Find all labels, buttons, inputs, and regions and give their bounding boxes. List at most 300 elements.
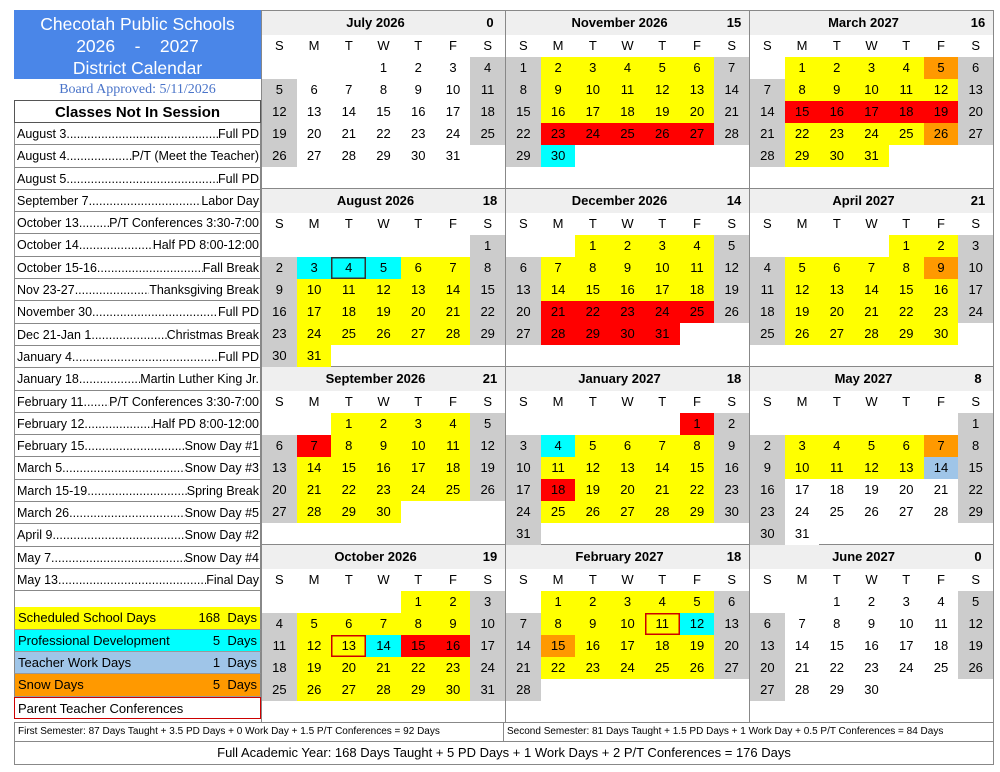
day-cell: 2 [436,591,471,613]
event-name: October 15-16 [17,260,97,275]
event-leader [51,547,185,568]
weekday-label: T [344,394,353,409]
weekday-label: M [796,216,808,231]
legend-label: Teacher Work Days [18,655,132,671]
month-calendar [750,545,993,723]
event-row [15,234,260,256]
day-cell: 24 [401,479,436,501]
event-detail: Full PD [218,171,259,186]
weekday-label: W [377,38,390,53]
day-cell: 25 [541,501,576,523]
month-title: December 2026 [571,193,668,208]
month-calendar [506,367,750,545]
event-row [15,368,260,390]
weekday-label: M [796,394,808,409]
weekday-label: S [763,572,772,587]
weekday-label: S [483,216,492,231]
day-cell: 30 [854,679,889,701]
event-detail: Full PD [218,127,259,141]
weekday-header [750,391,993,413]
empty-cell [575,413,610,435]
day-cell: 26 [645,123,680,145]
day-cell: 11 [541,457,576,479]
day-cell: 24 [610,657,645,679]
day-cell: 26 [297,679,332,701]
day-cell: 1 [958,413,993,435]
weekday-label: T [414,216,423,231]
day-cell: 20 [958,101,993,123]
day-cell: 18 [750,301,785,323]
day-cell: 1 [680,413,715,435]
month-calendar [750,367,993,545]
day-cell: 20 [819,301,854,323]
day-cell: 11 [331,279,366,301]
day-cell: 3 [610,591,645,613]
week-row [262,479,505,501]
day-cell: 18 [680,279,715,301]
day-cell: 9 [575,613,610,635]
empty-cell [575,145,610,167]
empty-cell [331,591,366,613]
day-cell: 21 [436,301,471,323]
weekday-label: F [448,38,457,53]
day-cell: 17 [297,301,332,323]
day-cell: 17 [610,635,645,657]
event-name: March 26 [17,506,70,521]
empty-cell [610,413,645,435]
day-cell: 29 [470,323,505,345]
day-cell: 29 [506,145,541,167]
month-header [750,11,993,35]
day-cell: 8 [401,613,436,635]
weekday-label: M [796,38,808,53]
event-name: August 4 [17,149,67,164]
day-cell: 24 [645,301,680,323]
day-cell: 2 [924,235,959,257]
weekday-label: T [832,572,841,587]
day-cell: 18 [331,301,366,323]
day-cell: 1 [541,591,576,613]
event-detail: P/T (Meet the Teacher) [131,149,259,164]
day-cell: 12 [262,101,297,123]
day-cell: 8 [785,79,820,101]
empty-cell [506,235,541,257]
empty-cell [889,145,924,167]
day-cell: 14 [436,279,471,301]
event-leader [66,168,218,189]
day-cell: 20 [750,657,785,679]
day-cell: 19 [958,635,993,657]
event-name: January 18 [17,372,79,387]
day-cell: 6 [750,613,785,635]
week-row [262,257,505,279]
weekday-header [750,213,993,235]
empty-cell [331,57,366,79]
empty-cell [436,501,471,523]
day-cell: 10 [297,279,332,301]
weekday-label: F [692,572,701,587]
weekday-label: S [275,572,284,587]
day-cell: 14 [541,279,576,301]
day-cell: 28 [331,145,366,167]
day-cell: 30 [924,323,959,345]
empty-cell [541,679,576,701]
week-row [750,279,993,301]
day-cell: 8 [889,257,924,279]
month-calendar [262,11,506,189]
week-row [262,679,505,701]
weekday-label: M [552,38,564,53]
legend-item [14,607,261,629]
month-header [750,367,993,391]
day-cell: 2 [575,591,610,613]
weekday-label: S [727,216,736,231]
day-cell: 24 [785,501,820,523]
day-cell: 6 [331,613,366,635]
empty-cell [750,413,785,435]
empty-cell [610,679,645,701]
day-cell: 19 [470,457,505,479]
day-cell: 9 [366,435,401,457]
month-day-count: 0 [974,549,982,564]
day-cell: 2 [541,57,576,79]
empty-cell [436,235,471,257]
day-cell: 31 [436,145,471,167]
day-cell: 21 [714,101,749,123]
day-cell: 3 [958,235,993,257]
weekday-header [506,569,749,591]
week-row [262,301,505,323]
day-cell: 13 [750,635,785,657]
day-cell: 27 [680,123,715,145]
day-cell: 15 [401,635,436,657]
day-cell: 23 [262,323,297,345]
day-cell: 22 [889,301,924,323]
week-row [506,257,749,279]
weekday-label: W [621,216,634,231]
month-day-count: 19 [482,549,498,564]
day-cell: 25 [889,123,924,145]
day-cell: 11 [924,613,959,635]
day-cell: 19 [262,123,297,145]
week-row [262,145,505,167]
day-cell: 17 [470,635,505,657]
day-cell: 25 [436,479,471,501]
empty-cell [714,523,749,545]
event-row [15,123,260,145]
event-leader [66,145,131,166]
day-cell: 26 [680,657,715,679]
empty-cell [262,591,297,613]
day-cell: 14 [297,457,332,479]
day-cell: 24 [958,301,993,323]
weekday-label: M [308,38,320,53]
weekday-label: T [344,216,353,231]
day-cell: 4 [680,235,715,257]
empty-cell [750,57,785,79]
week-row [262,435,505,457]
weekday-label: F [448,216,457,231]
event-row [15,480,260,502]
legend-item [14,630,261,652]
week-row [750,257,993,279]
month-day-count: 21 [482,371,498,386]
day-cell: 1 [819,591,854,613]
empty-cell [401,501,436,523]
day-cell: 29 [889,323,924,345]
day-cell: 14 [645,457,680,479]
day-cell: 30 [750,523,785,545]
empty-cell [785,413,820,435]
day-cell: 12 [297,635,332,657]
day-cell: 17 [958,279,993,301]
day-cell: 18 [541,479,576,501]
day-cell: 8 [506,79,541,101]
event-leader [92,301,218,322]
event-row [15,279,260,301]
day-cell: 9 [750,457,785,479]
weekday-label: T [588,38,597,53]
day-cell: 26 [262,145,297,167]
weekday-label: S [275,216,284,231]
day-cell: 31 [470,679,505,701]
day-cell: 28 [785,679,820,701]
event-detail: P/T Conferences 3:30-7:00 [109,394,259,409]
empty-cell [575,679,610,701]
empty-cell [680,523,715,545]
weekday-label: T [344,572,353,587]
event-row [15,324,260,346]
day-cell: 29 [958,501,993,523]
week-row [750,101,993,123]
day-cell: 19 [714,279,749,301]
day-cell: 15 [541,635,576,657]
day-cell: 11 [645,613,680,635]
day-cell: 9 [262,279,297,301]
month-header [262,367,505,391]
day-cell: 27 [714,657,749,679]
weekday-header [262,391,505,413]
empty-cell [297,413,332,435]
empty-cell [958,679,993,701]
event-row [15,413,260,435]
event-name: February 15 [17,439,85,454]
day-cell: 24 [297,323,332,345]
month-title: April 2027 [832,193,895,208]
day-cell: 30 [714,501,749,523]
event-detail: Snow Day #3 [184,461,259,476]
empty-cell [854,523,889,545]
day-cell: 15 [366,101,401,123]
event-name: September 7 [17,193,89,208]
weekday-label: T [658,38,667,53]
empty-cell [924,523,959,545]
event-leader [79,368,140,389]
empty-cell [680,323,715,345]
day-cell: 26 [958,657,993,679]
empty-cell [401,345,436,367]
day-cell: 6 [889,435,924,457]
weekday-label: F [692,216,701,231]
event-leader [75,279,150,300]
empty-cell [854,413,889,435]
day-cell: 11 [889,79,924,101]
day-cell: 27 [297,145,332,167]
empty-cell [958,145,993,167]
day-cell: 12 [958,613,993,635]
event-row [15,145,260,167]
empty-cell [645,679,680,701]
week-row [750,413,993,435]
event-row [15,190,260,212]
month-header [750,545,993,569]
day-cell: 13 [680,79,715,101]
month-title: May 2027 [834,371,893,386]
day-cell: 3 [401,413,436,435]
day-cell: 2 [262,257,297,279]
day-cell: 1 [366,57,401,79]
weekday-label: T [344,38,353,53]
day-cell: 13 [819,279,854,301]
month-day-count: 8 [974,371,982,386]
day-cell: 19 [575,479,610,501]
day-cell: 13 [506,279,541,301]
day-cell: 24 [854,123,889,145]
empty-cell [470,145,505,167]
day-cell: 28 [366,679,401,701]
month-calendar [750,11,993,189]
event-name: October 14 [17,238,79,253]
day-cell: 10 [575,79,610,101]
day-cell: 29 [819,679,854,701]
event-leader [69,502,185,523]
weekday-label: M [552,572,564,587]
week-row [262,613,505,635]
day-cell: 16 [854,635,889,657]
day-cell: 21 [645,479,680,501]
month-title: October 2026 [334,549,417,564]
day-cell: 22 [366,123,401,145]
day-cell: 11 [470,79,505,101]
event-row [15,524,260,546]
empty-cell [366,345,401,367]
week-row [262,279,505,301]
week-row [262,101,505,123]
weekday-label: F [692,394,701,409]
event-name: February 12 [17,416,85,431]
day-cell: 9 [401,79,436,101]
day-cell: 9 [924,257,959,279]
day-cell: 16 [819,101,854,123]
legend-value: 5 Days [212,677,257,693]
empty-cell [714,145,749,167]
event-leader [58,569,206,590]
event-name: November 30 [17,305,93,320]
week-row [506,145,749,167]
day-cell: 25 [470,123,505,145]
day-cell: 13 [401,279,436,301]
empty-cell [714,323,749,345]
weekday-label: W [377,572,390,587]
month-title: November 2026 [571,15,668,30]
day-cell: 17 [785,479,820,501]
day-cell: 19 [785,301,820,323]
week-row [262,235,505,257]
day-cell: 14 [924,457,959,479]
day-cell: 13 [297,101,332,123]
event-detail: Thanksgiving Break [149,283,259,298]
day-cell: 21 [297,479,332,501]
day-cell: 11 [436,435,471,457]
day-cell: 18 [470,101,505,123]
weekday-label: S [727,38,736,53]
day-cell: 29 [785,145,820,167]
week-row [750,457,993,479]
day-cell: 18 [819,479,854,501]
day-cell: 20 [714,635,749,657]
event-name: Nov 23-27 [17,283,75,298]
day-cell: 2 [714,413,749,435]
weekday-label: T [414,572,423,587]
day-cell: 8 [575,257,610,279]
event-row [15,301,260,323]
weekday-label: S [483,572,492,587]
week-row [262,123,505,145]
day-cell: 5 [575,435,610,457]
event-detail: Half PD 8:00-12:00 [152,238,259,253]
day-cell: 3 [889,591,924,613]
day-cell: 23 [924,301,959,323]
event-detail: P/T Conferences 3:30-7:00 [109,216,259,231]
calendar-title: District Calendar [72,58,203,78]
weekday-label: S [519,38,528,53]
day-cell: 4 [924,591,959,613]
legend-label: Professional Development [18,632,170,648]
day-cell: 14 [366,635,401,657]
day-cell: 5 [262,79,297,101]
day-cell: 6 [506,257,541,279]
day-cell: 21 [750,123,785,145]
day-cell: 15 [506,101,541,123]
weekday-label: T [588,216,597,231]
day-cell: 8 [819,613,854,635]
day-cell: 18 [645,635,680,657]
weekday-label: M [308,572,320,587]
empty-cell [575,523,610,545]
day-cell: 7 [541,257,576,279]
event-name: January 4 [17,349,72,364]
day-cell: 5 [785,257,820,279]
day-cell: 16 [401,101,436,123]
weekday-label: W [621,394,634,409]
day-cell: 4 [610,57,645,79]
day-cell: 4 [470,57,505,79]
month-calendar [262,189,506,367]
weekday-label: F [448,394,457,409]
day-cell: 25 [819,501,854,523]
day-cell: 27 [750,679,785,701]
empty-cell [297,235,332,257]
day-cell: 7 [924,435,959,457]
weekday-label: T [414,394,423,409]
calendar-grid [261,10,994,722]
day-cell: 16 [924,279,959,301]
day-cell: 5 [714,235,749,257]
day-cell: 17 [645,279,680,301]
day-cell: 16 [436,635,471,657]
empty-cell [541,523,576,545]
week-row [262,457,505,479]
